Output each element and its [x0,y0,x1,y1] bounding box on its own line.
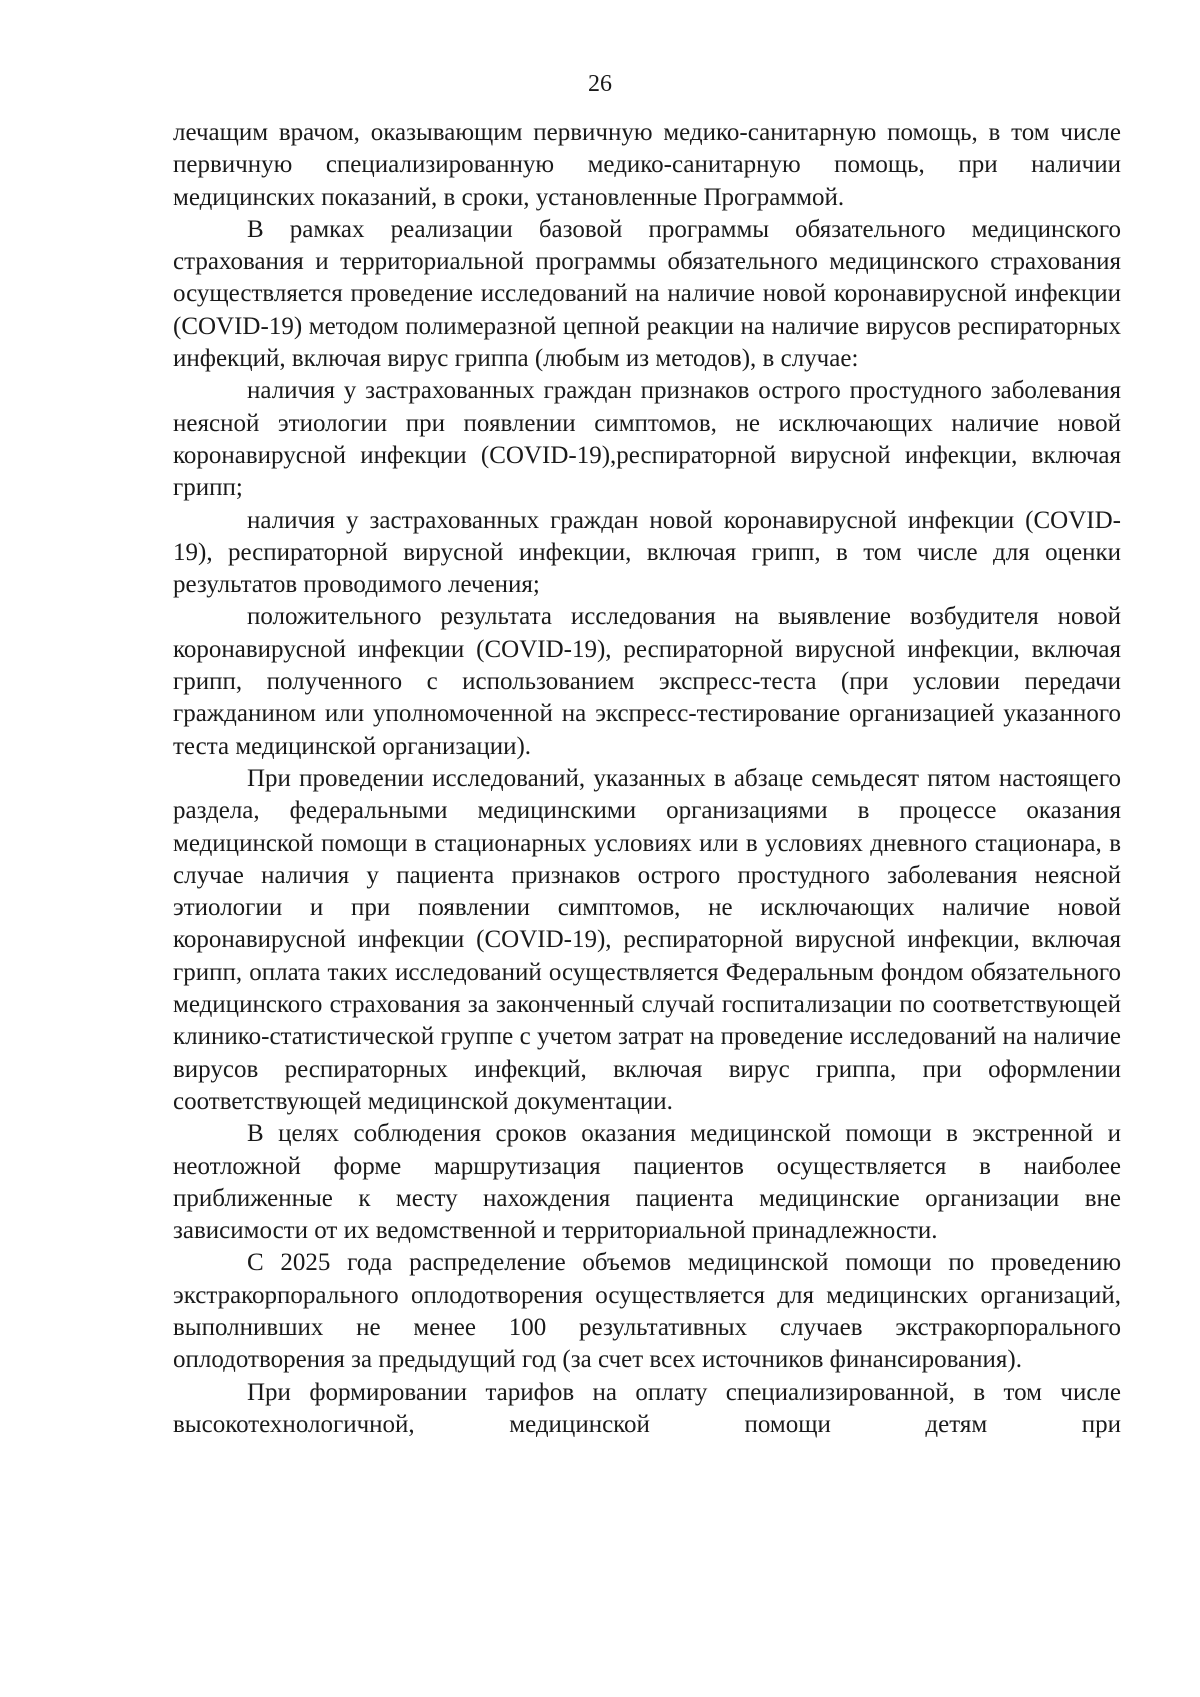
paragraph-case-express-test: положительного результата исследования на выявление возбудителя новой коронавирусной инфекции (COVID-19), респираторной вирусной инфекции, включая грипп, полученного с использованием экспресс-теста (при условии передачи гражданином или уполномоченной на экспресс-тестирование организацией указанного теста медицинской организации). [173,603,1121,760]
paragraph-federal-payment: При проведении исследований, указанных в абзаце семьдесят пятом настоящего раздела, федеральными медицинскими организациями в процессе оказания медицинской помощи в стационарных условиях или в условиях дневного стационара, в случае наличия у пациента признаков острого простудного заболевания неясной этиологии и при появлении симптомов, не исключающих наличие новой коронавирусной инфекции (COVID-19), респираторной вирусной инфекции, включая грипп, оплата таких исследований осуществляется Федеральным фондом обязательного медицинского страхования за законченный случай госпитализации по соответствующей клинико-статистической группе с учетом затрат на проведение исследований на наличие вирусов респираторных инфекций, включая вирус гриппа, при оформлении соответствующей медицинской документации. [173,764,1121,1115]
paragraph-covid-testing: В рамках реализации базовой программы обязательного медицинского страхования и территориальной программы обязательного медицинского страхования осуществляется проведение исследований на наличие новой коронавирусной инфекции (COVID-19) методом полимеразной цепной реакции на наличие вирусов респираторных инфекций, включая вирус гриппа (любым из методов), в случае: [173,215,1121,373]
paragraph-ivf-distribution: С 2025 года распределение объемов медицинской помощи по проведению экстракорпорального оплодотворения осуществляется для медицинских организаций, выполнивших не менее 100 результативных случаев экстракорпорального оплодотворения за предыдущий год (за счет всех источников финансирования). [173,1249,1121,1374]
document-body [173,117,1121,1441]
paragraph-tariffs: При формировании тарифов на оплату специализированной, в том числе высокотехнологичной, медицинской помощи детям при [173,1378,1121,1438]
paragraph-emergency-routing: В целях соблюдения сроков оказания медицинской помощи в экстренной и неотложной форме маршрутизация пациентов осуществляется в наиболее приближенные к месту нахождения пациента медицинские организации вне зависимости от их ведомственной и территориальной принадлежности. [173,1120,1121,1245]
paragraph-case-infection: наличия у застрахованных граждан новой коронавирусной инфекции (COVID-19), респираторной вирусной инфекции, включая грипп, в том числе для оценки результатов проводимого лечения; [173,506,1121,599]
page-number: 26 [588,71,612,97]
paragraph-continuation: лечащим врачом, оказывающим первичную медико-санитарную помощь, в том числе первичную специализированную медико-санитарную помощь, при наличии медицинских показаний, в сроки, установленные Программой. [173,119,1121,211]
paragraph-case-symptoms: наличия у застрахованных граждан признаков острого простудного заболевания неясной этиологии при появлении симптомов, не исключающих наличие новой коронавирусной инфекции (COVID-19),респираторной вирусной инфекции, включая грипп; [173,377,1121,502]
